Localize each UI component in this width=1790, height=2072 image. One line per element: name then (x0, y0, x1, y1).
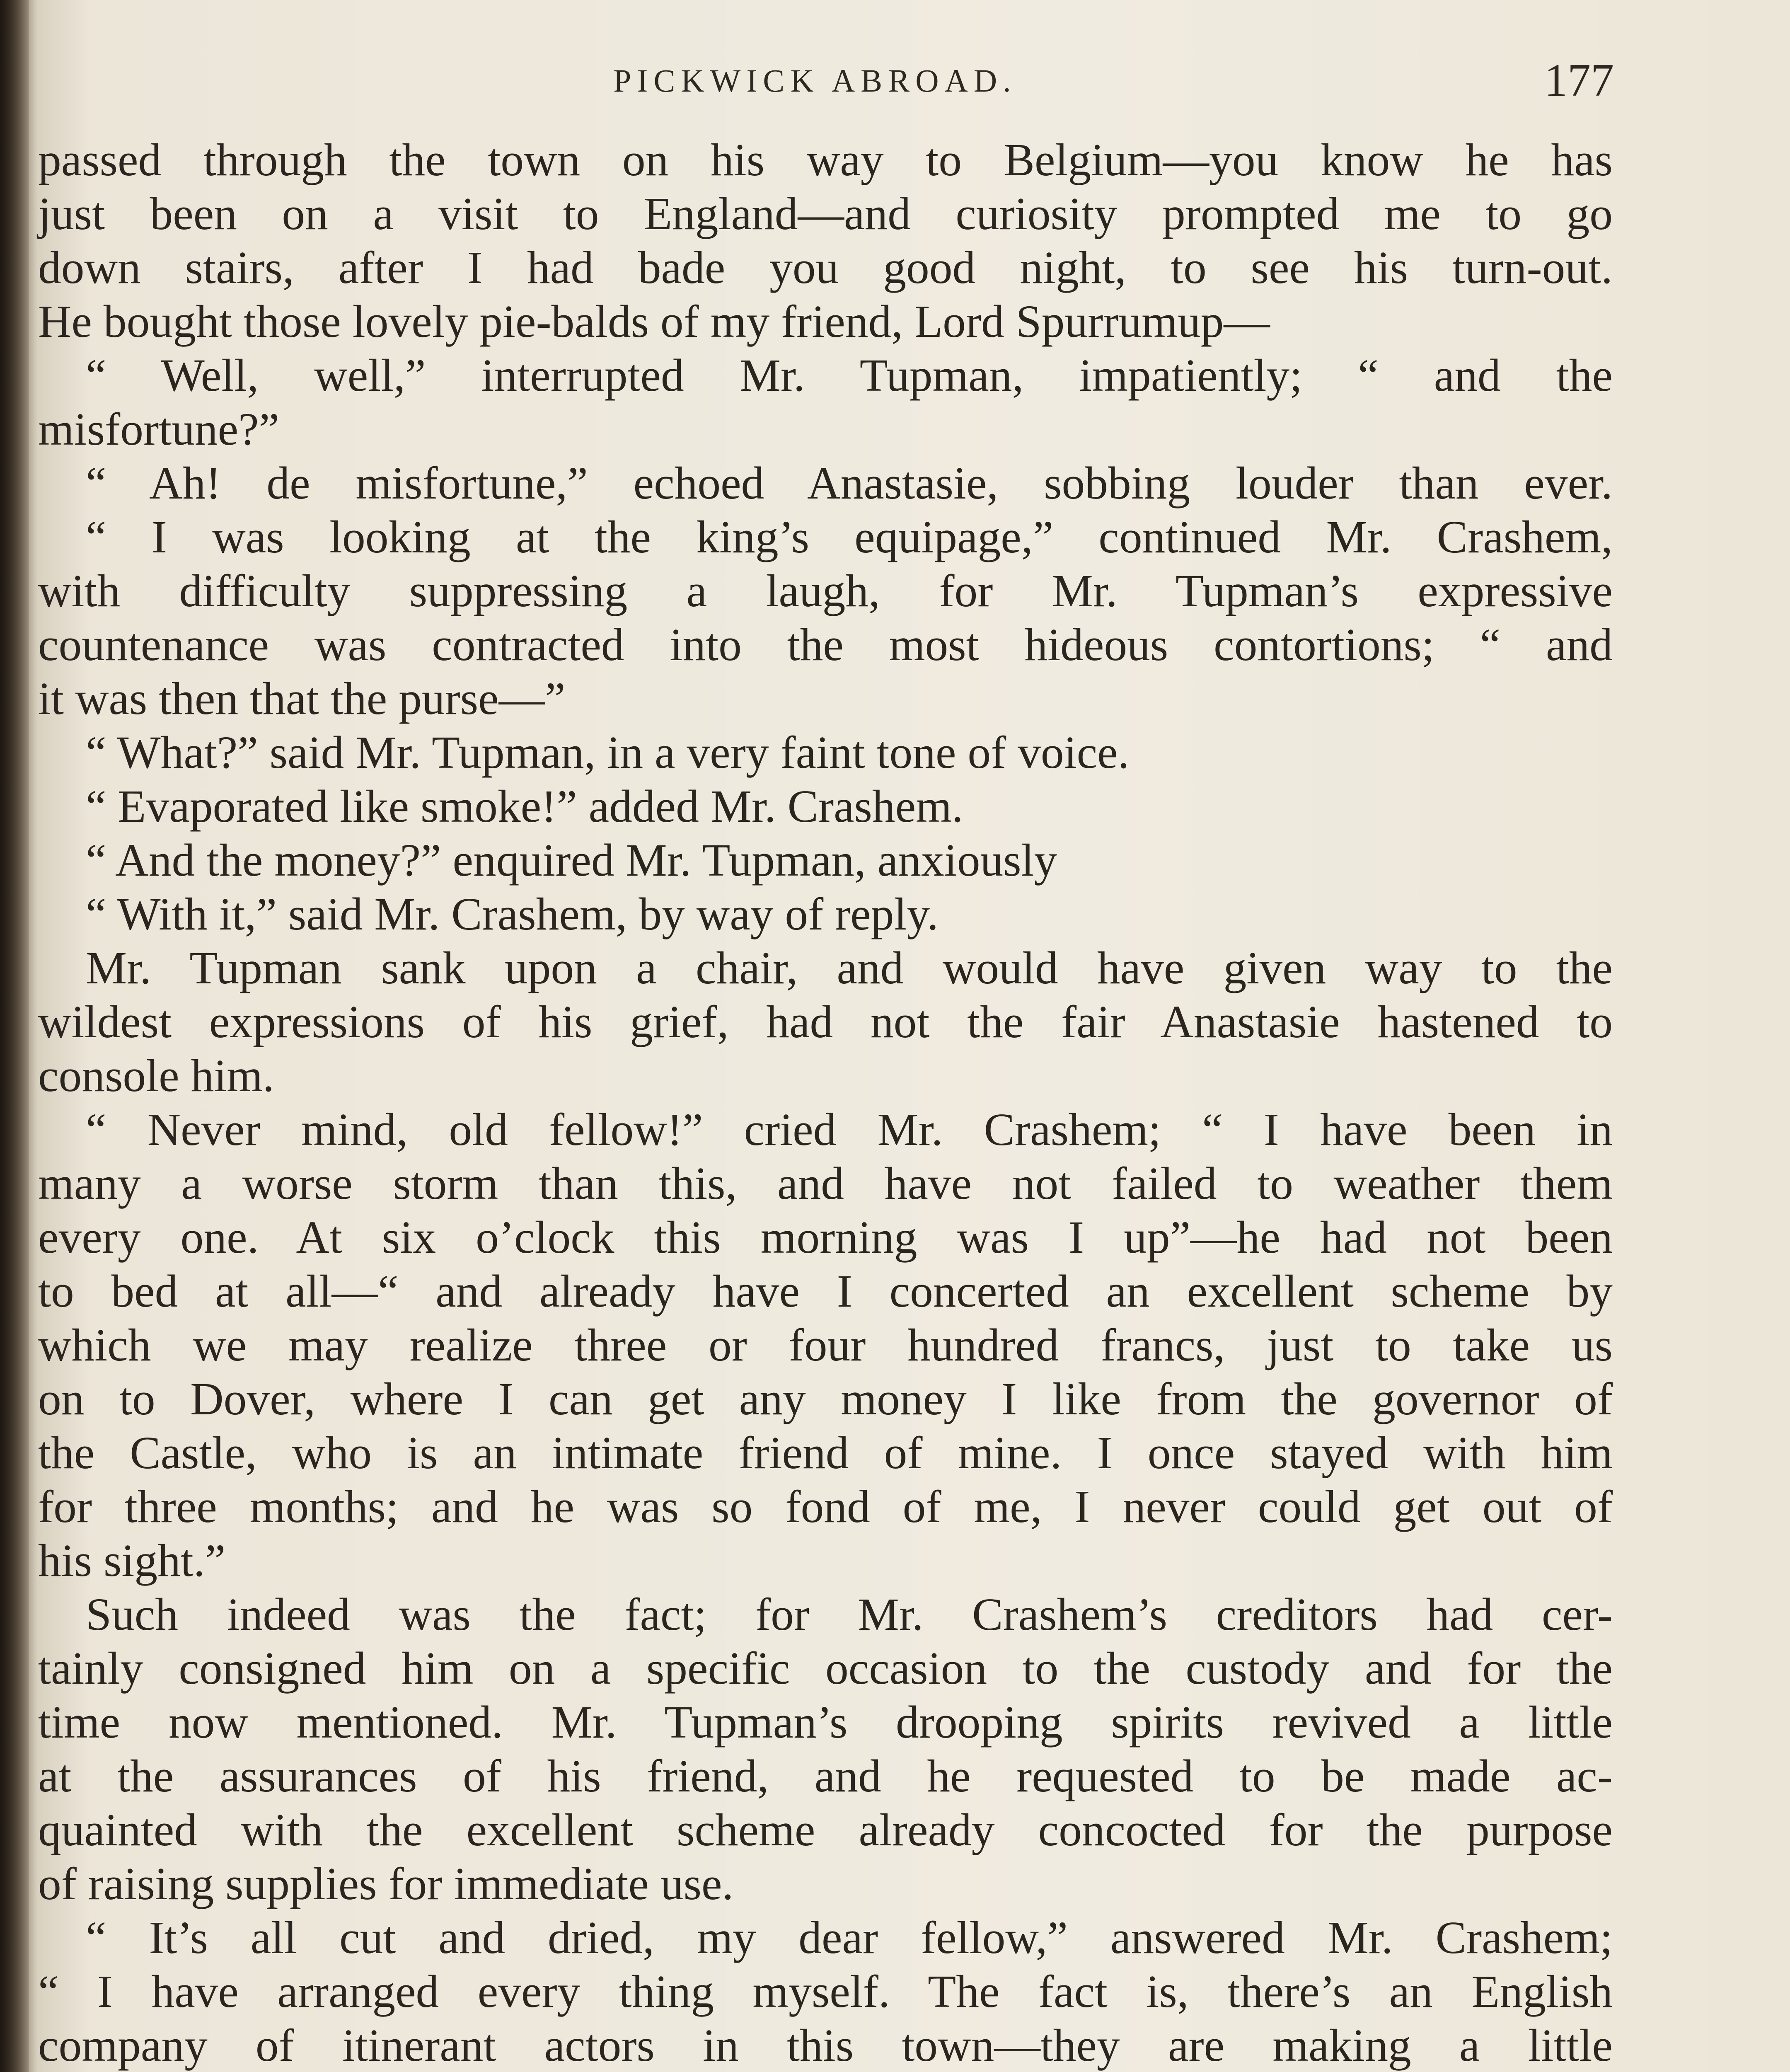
text-line: it was then that the purse—” (38, 673, 566, 724)
text-line: just been on a visit to England—and curiosity prompted me to go (38, 189, 1613, 240)
text-line: which we may realize three or four hundred francs, just to take us (38, 1320, 1613, 1371)
text-line: “ With it,” said Mr. Crashem, by way of reply. (86, 889, 939, 940)
text-line: console him. (38, 1051, 274, 1101)
text-line: “ I was looking at the king’s equipage,” continued Mr. Crashem, (86, 512, 1613, 563)
text-line: “ It’s all cut and dried, my dear fellow,” answered Mr. Crashem; (86, 1912, 1613, 1963)
text-line: every one. At six o’clock this morning was I up”—he had not been (38, 1212, 1613, 1263)
text-line: He bought those lovely pie-balds of my friend, Lord Spurrumup— (38, 296, 1270, 347)
text-line: the Castle, who is an intimate friend of mine. I once stayed with him (38, 1428, 1613, 1479)
text-line: on to Dover, where I can get any money I like from the governor of (38, 1374, 1613, 1425)
text-line: quainted with the excellent scheme already concocted for the purpose (38, 1805, 1613, 1856)
text-line: with difficulty suppressing a laugh, for Mr. Tupman’s expressive (38, 566, 1613, 617)
text-line: passed through the town on his way to Belgium—you know he has (38, 135, 1613, 186)
text-line: “ What?” said Mr. Tupman, in a very faint tone of voice. (86, 727, 1130, 778)
text-line: company of itinerant actors in this town—they are making a little (38, 2020, 1613, 2071)
text-line: Such indeed was the fact; for Mr. Crashem’s creditors had cer- (86, 1589, 1613, 1640)
body-text (38, 133, 1613, 2072)
text-line: of raising supplies for immediate use. (38, 1859, 734, 1910)
text-line: “ Evaporated like smoke!” added Mr. Crashem. (86, 781, 963, 832)
text-line: tainly consigned him on a specific occasion to the custody and for the (38, 1643, 1613, 1694)
text-line: “ Well, well,” interrupted Mr. Tupman, impatiently; “ and the (86, 350, 1613, 401)
text-line: “ Ah! de misfortune,” echoed Anastasie, sobbing louder than ever. (86, 458, 1613, 509)
text-line: for three months; and he was so fond of me, I never could get out of (38, 1481, 1613, 1532)
text-line: time now mentioned. Mr. Tupman’s drooping spirits revived a little (38, 1697, 1613, 1748)
page-header (39, 54, 1614, 104)
text-line: “ I have arranged every thing myself. The fact is, there’s an English (38, 1966, 1613, 2017)
text-line: wildest expressions of his grief, had not the fair Anastasie hastened to (38, 997, 1613, 1048)
spine-shadow (0, 0, 29, 2072)
text-line: to bed at all—“ and already have I concerted an excellent scheme by (38, 1266, 1613, 1317)
text-line: his sight.” (38, 1535, 226, 1586)
text-line: Mr. Tupman sank upon a chair, and would have given way to the (86, 943, 1613, 994)
text-line: misfortune?” (38, 404, 280, 455)
page-number: 177 (1544, 55, 1614, 106)
text-line: down stairs, after I had bade you good night, to see his turn-out. (38, 242, 1613, 293)
text-line: many a worse storm than this, and have not failed to weather them (38, 1158, 1613, 1209)
text-line: “ Never mind, old fellow!” cried Mr. Crashem; “ I have been in (86, 1104, 1613, 1155)
running-head: PICKWICK ABROAD. (613, 63, 1017, 99)
text-line: countenance was contracted into the most hideous contortions; “ and (38, 620, 1613, 670)
text-line: at the assurances of his friend, and he requested to be made ac- (38, 1751, 1613, 1802)
text-line: “ And the money?” enquired Mr. Tupman, anxiously (86, 835, 1057, 886)
